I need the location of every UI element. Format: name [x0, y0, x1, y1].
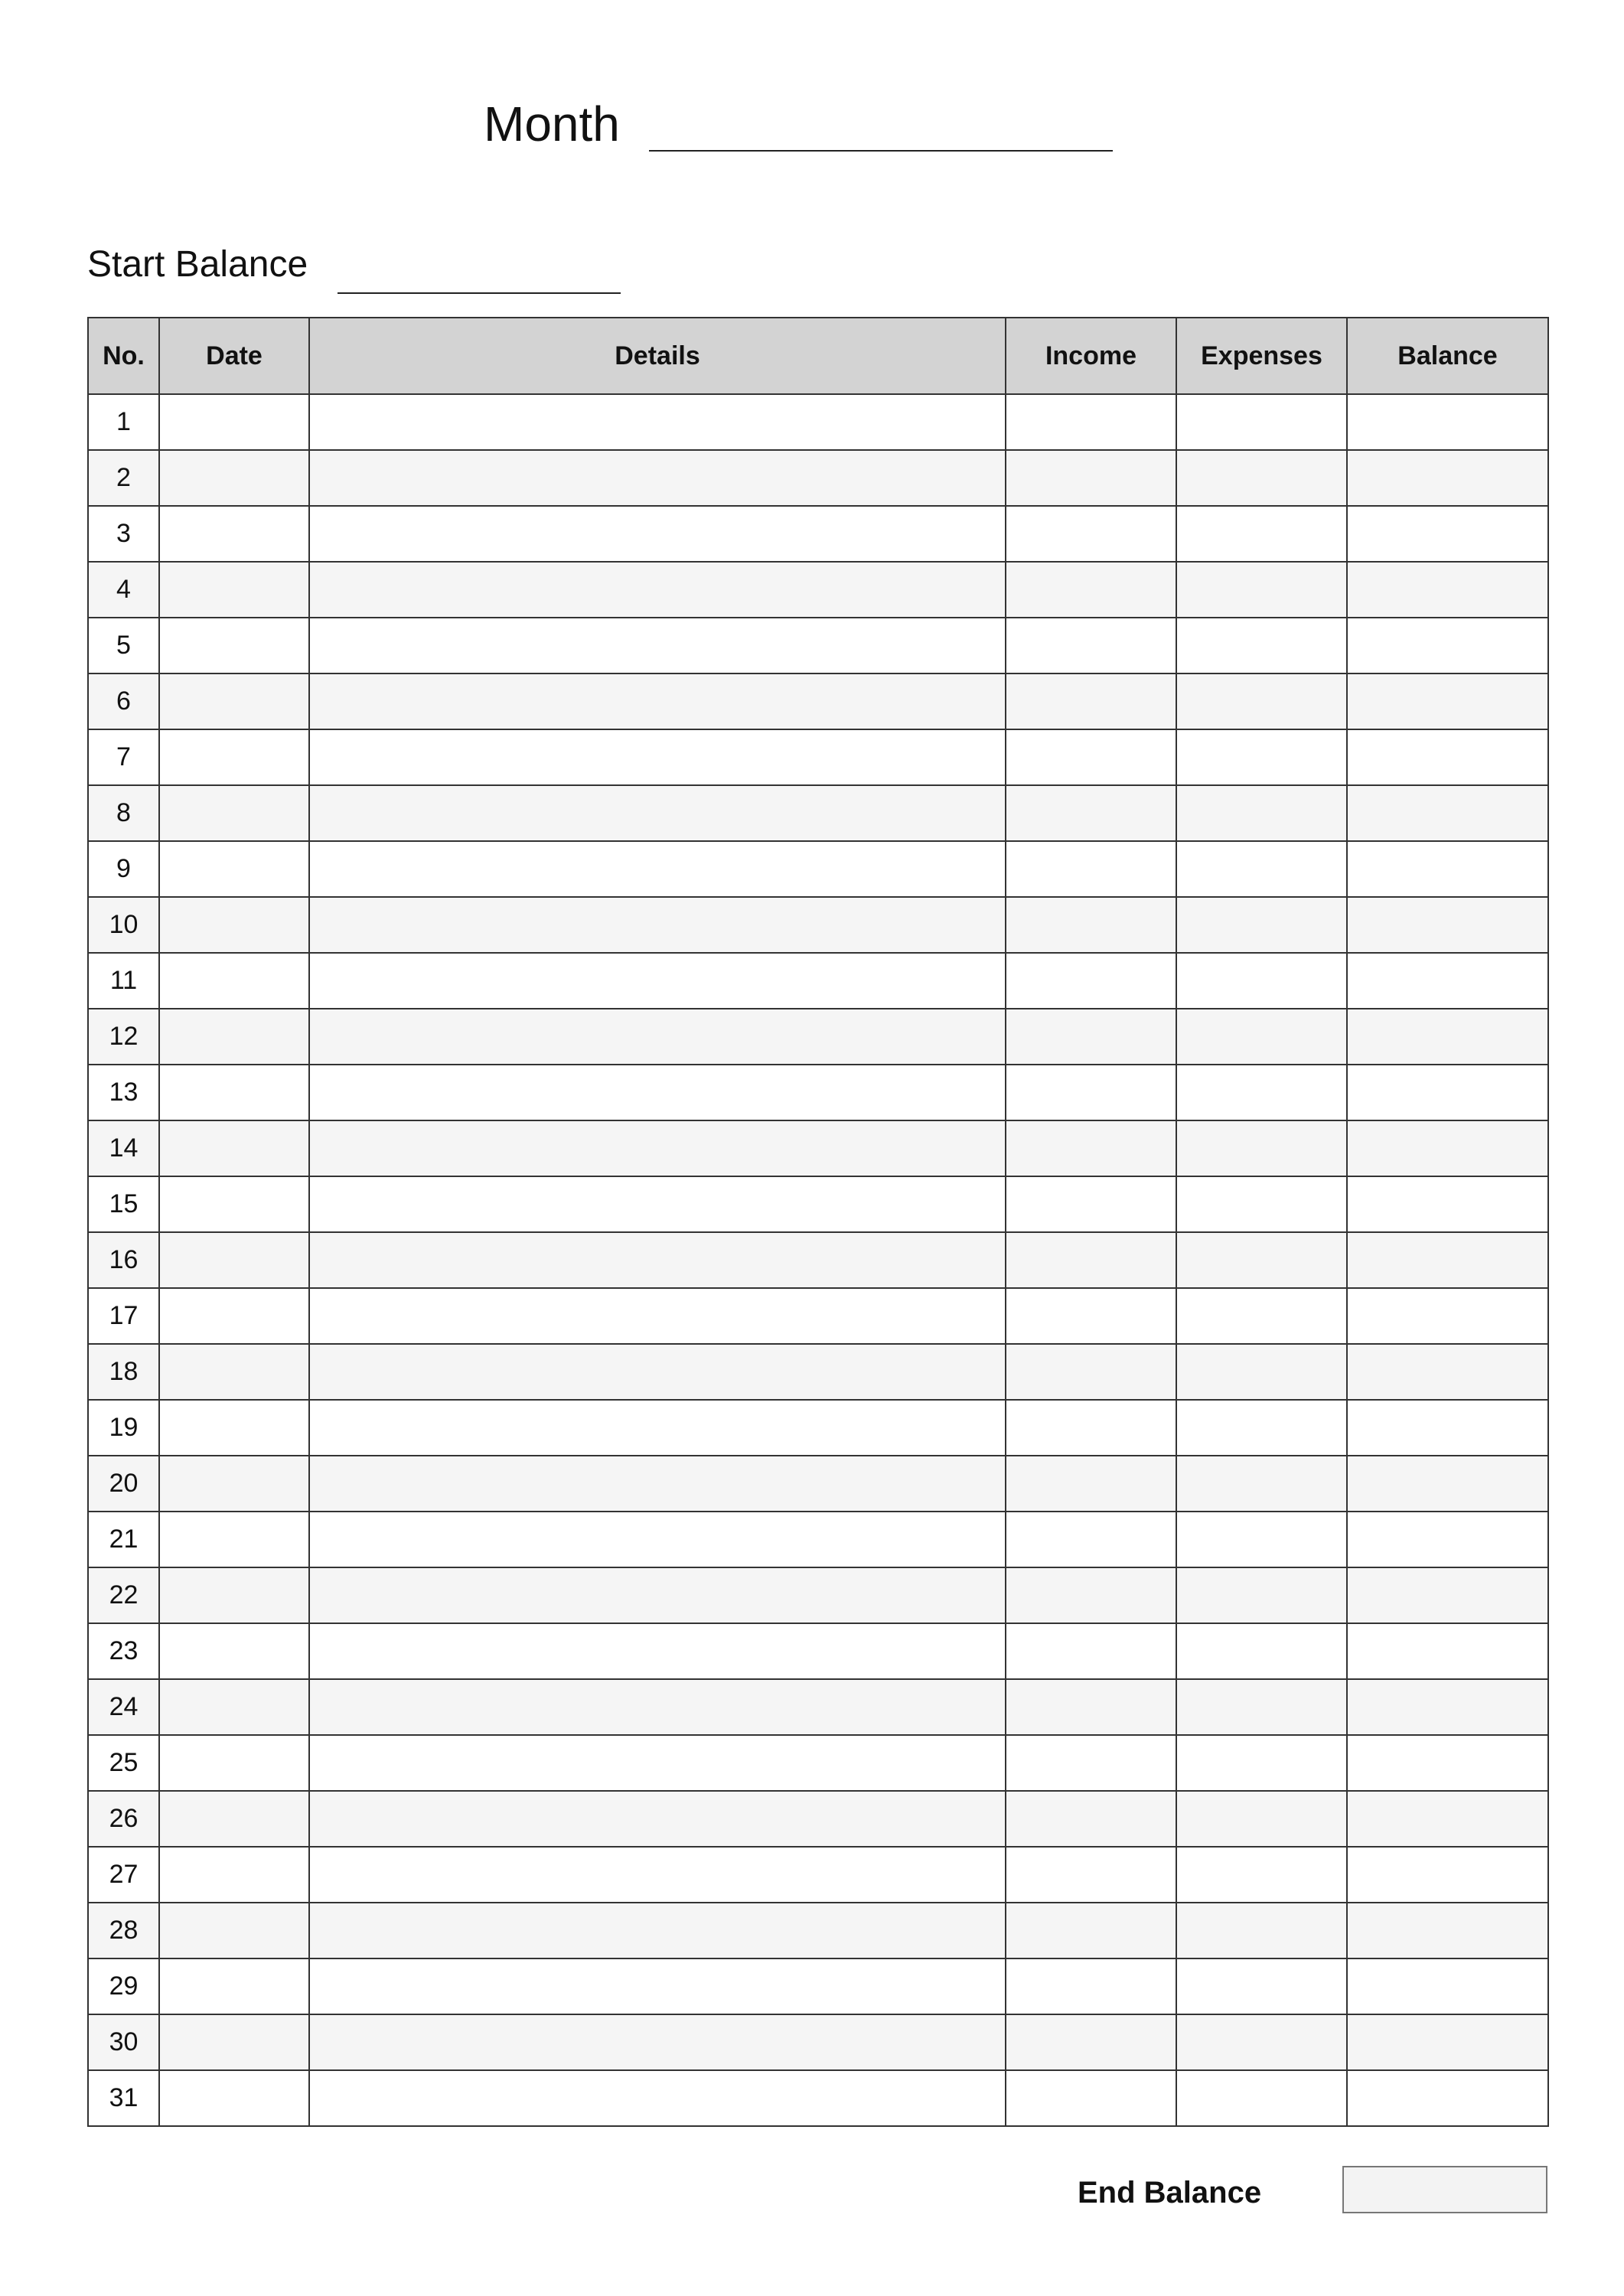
details-cell[interactable] [309, 1847, 1006, 1903]
row-number-cell: 29 [88, 1958, 159, 2014]
expenses-cell[interactable] [1176, 1009, 1347, 1065]
table-row [88, 1958, 1548, 2014]
expenses-cell[interactable] [1176, 729, 1347, 785]
details-cell[interactable] [309, 1791, 1006, 1847]
row-number-cell: 4 [88, 562, 159, 618]
expenses-cell[interactable] [1176, 1623, 1347, 1679]
table-row [88, 1065, 1548, 1120]
details-cell[interactable] [309, 897, 1006, 953]
details-cell[interactable] [309, 1232, 1006, 1288]
balance-cell[interactable] [1347, 673, 1548, 729]
balance-cell[interactable] [1347, 1400, 1548, 1456]
expenses-cell[interactable] [1176, 785, 1347, 841]
row-number-cell: 30 [88, 2014, 159, 2070]
expenses-cell[interactable] [1176, 1232, 1347, 1288]
expenses-cell[interactable] [1176, 1288, 1347, 1344]
income-cell[interactable] [1006, 562, 1176, 618]
date-cell[interactable] [159, 729, 309, 785]
date-cell[interactable] [159, 394, 309, 450]
income-cell[interactable] [1006, 1009, 1176, 1065]
income-cell[interactable] [1006, 1232, 1176, 1288]
income-cell[interactable] [1006, 2070, 1176, 2126]
details-cell[interactable] [309, 1344, 1006, 1400]
table-row [88, 1567, 1548, 1623]
income-cell[interactable] [1006, 1679, 1176, 1735]
start-balance-row [0, 237, 1624, 298]
row-number-cell: 25 [88, 1735, 159, 1791]
details-cell[interactable] [309, 1679, 1006, 1735]
details-cell[interactable] [309, 1903, 1006, 1958]
details-cell[interactable] [309, 953, 1006, 1009]
table-row [88, 1735, 1548, 1791]
date-cell[interactable] [159, 1400, 309, 1456]
table-row [88, 506, 1548, 562]
balance-cell[interactable] [1347, 953, 1548, 1009]
expenses-cell[interactable] [1176, 394, 1347, 450]
expenses-cell[interactable] [1176, 1679, 1347, 1735]
income-cell[interactable] [1006, 953, 1176, 1009]
expenses-cell[interactable] [1176, 673, 1347, 729]
table-row [88, 785, 1548, 841]
balance-cell[interactable] [1347, 2070, 1548, 2126]
details-cell[interactable] [309, 1958, 1006, 2014]
expenses-cell[interactable] [1176, 1903, 1347, 1958]
date-cell[interactable] [159, 1791, 309, 1847]
expenses-cell[interactable] [1176, 1791, 1347, 1847]
balance-cell[interactable] [1347, 1512, 1548, 1567]
table-header-row [88, 318, 1548, 394]
expenses-cell[interactable] [1176, 1456, 1347, 1512]
expenses-cell[interactable] [1176, 1344, 1347, 1400]
balance-cell[interactable] [1347, 841, 1548, 897]
date-cell[interactable] [159, 562, 309, 618]
balance-cell[interactable] [1347, 1679, 1548, 1735]
row-number-cell: 12 [88, 1009, 159, 1065]
balance-cell[interactable] [1347, 1120, 1548, 1176]
row-number-cell: 27 [88, 1847, 159, 1903]
date-cell[interactable] [159, 785, 309, 841]
balance-cell[interactable] [1347, 618, 1548, 673]
income-cell[interactable] [1006, 1456, 1176, 1512]
date-cell[interactable] [159, 2014, 309, 2070]
income-cell[interactable] [1006, 729, 1176, 785]
month-row [0, 90, 1624, 159]
date-cell[interactable] [159, 1847, 309, 1903]
column-header-expenses: Expenses [1176, 318, 1347, 394]
details-cell[interactable] [309, 841, 1006, 897]
row-number-cell: 19 [88, 1400, 159, 1456]
table-row [88, 394, 1548, 450]
date-cell[interactable] [159, 1176, 309, 1232]
row-number-cell: 5 [88, 618, 159, 673]
expenses-cell[interactable] [1176, 450, 1347, 506]
income-cell[interactable] [1006, 897, 1176, 953]
date-cell[interactable] [159, 1567, 309, 1623]
expenses-cell[interactable] [1176, 1847, 1347, 1903]
income-cell[interactable] [1006, 618, 1176, 673]
expenses-cell[interactable] [1176, 562, 1347, 618]
table-row [88, 1288, 1548, 1344]
column-header-details: Details [309, 318, 1006, 394]
expenses-cell[interactable] [1176, 506, 1347, 562]
expenses-cell[interactable] [1176, 2070, 1347, 2126]
date-cell[interactable] [159, 1065, 309, 1120]
date-cell[interactable] [159, 2070, 309, 2126]
table-row [88, 1679, 1548, 1735]
row-number-cell: 6 [88, 673, 159, 729]
date-cell[interactable] [159, 1344, 309, 1400]
table-row [88, 841, 1548, 897]
table-row [88, 1512, 1548, 1567]
details-cell[interactable] [309, 2070, 1006, 2126]
row-number-cell: 26 [88, 1791, 159, 1847]
start-balance-input-line[interactable] [338, 292, 621, 294]
details-cell[interactable] [309, 1623, 1006, 1679]
table-row [88, 1120, 1548, 1176]
row-number-cell: 14 [88, 1120, 159, 1176]
expenses-cell[interactable] [1176, 1120, 1347, 1176]
row-number-cell: 8 [88, 785, 159, 841]
details-cell[interactable] [309, 506, 1006, 562]
balance-cell[interactable] [1347, 1176, 1548, 1232]
expenses-cell[interactable] [1176, 1735, 1347, 1791]
expenses-cell[interactable] [1176, 1512, 1347, 1567]
row-number-cell: 15 [88, 1176, 159, 1232]
balance-cell[interactable] [1347, 729, 1548, 785]
balance-cell[interactable] [1347, 897, 1548, 953]
row-number-cell: 1 [88, 394, 159, 450]
date-cell[interactable] [159, 1512, 309, 1567]
income-cell[interactable] [1006, 1512, 1176, 1567]
row-number-cell: 18 [88, 1344, 159, 1400]
table-row [88, 953, 1548, 1009]
expenses-cell[interactable] [1176, 1176, 1347, 1232]
row-number-cell: 17 [88, 1288, 159, 1344]
details-cell[interactable] [309, 1009, 1006, 1065]
date-cell[interactable] [159, 450, 309, 506]
details-cell[interactable] [309, 1456, 1006, 1512]
table-row [88, 2014, 1548, 2070]
table-row [88, 618, 1548, 673]
table-row [88, 1400, 1548, 1456]
date-cell[interactable] [159, 1232, 309, 1288]
expenses-cell[interactable] [1176, 953, 1347, 1009]
details-cell[interactable] [309, 1512, 1006, 1567]
date-cell[interactable] [159, 1679, 309, 1735]
income-cell[interactable] [1006, 1903, 1176, 1958]
balance-cell[interactable] [1347, 1958, 1548, 2014]
income-cell[interactable] [1006, 1791, 1176, 1847]
row-number-cell: 21 [88, 1512, 159, 1567]
column-header-income: Income [1006, 318, 1176, 394]
expenses-cell[interactable] [1176, 1400, 1347, 1456]
table-row [88, 1791, 1548, 1847]
details-cell[interactable] [309, 1567, 1006, 1623]
column-header-balance: Balance [1347, 318, 1548, 394]
row-number-cell: 23 [88, 1623, 159, 1679]
balance-cell[interactable] [1347, 1903, 1548, 1958]
table-row [88, 1623, 1548, 1679]
date-cell[interactable] [159, 1903, 309, 1958]
details-cell[interactable] [309, 394, 1006, 450]
date-cell[interactable] [159, 1456, 309, 1512]
date-cell[interactable] [159, 1958, 309, 2014]
balance-cell[interactable] [1347, 1735, 1548, 1791]
table-row [88, 673, 1548, 729]
income-cell[interactable] [1006, 673, 1176, 729]
date-cell[interactable] [159, 897, 309, 953]
table-row [88, 1009, 1548, 1065]
row-number-cell: 20 [88, 1456, 159, 1512]
balance-cell[interactable] [1347, 785, 1548, 841]
details-cell[interactable] [309, 1400, 1006, 1456]
income-cell[interactable] [1006, 1735, 1176, 1791]
income-cell[interactable] [1006, 1623, 1176, 1679]
ledger-table [87, 317, 1549, 2127]
balance-cell[interactable] [1347, 1009, 1548, 1065]
details-cell[interactable] [309, 1120, 1006, 1176]
row-number-cell: 28 [88, 1903, 159, 1958]
date-cell[interactable] [159, 1009, 309, 1065]
expenses-cell[interactable] [1176, 1958, 1347, 2014]
balance-cell[interactable] [1347, 450, 1548, 506]
row-number-cell: 9 [88, 841, 159, 897]
income-cell[interactable] [1006, 1958, 1176, 2014]
expenses-cell[interactable] [1176, 2014, 1347, 2070]
date-cell[interactable] [159, 1288, 309, 1344]
end-balance-row [0, 2166, 1624, 2219]
income-cell[interactable] [1006, 1065, 1176, 1120]
date-cell[interactable] [159, 506, 309, 562]
balance-cell[interactable] [1347, 1232, 1548, 1288]
row-number-cell: 11 [88, 953, 159, 1009]
income-cell[interactable] [1006, 2014, 1176, 2070]
table-row [88, 1344, 1548, 1400]
income-cell[interactable] [1006, 841, 1176, 897]
end-balance-box[interactable] [1342, 2166, 1547, 2213]
row-number-cell: 10 [88, 897, 159, 953]
details-cell[interactable] [309, 785, 1006, 841]
date-cell[interactable] [159, 1623, 309, 1679]
balance-cell[interactable] [1347, 1623, 1548, 1679]
income-cell[interactable] [1006, 394, 1176, 450]
table-row [88, 897, 1548, 953]
row-number-cell: 24 [88, 1679, 159, 1735]
date-cell[interactable] [159, 1735, 309, 1791]
date-cell[interactable] [159, 673, 309, 729]
balance-cell[interactable] [1347, 562, 1548, 618]
balance-cell[interactable] [1347, 1567, 1548, 1623]
income-cell[interactable] [1006, 1847, 1176, 1903]
details-cell[interactable] [309, 1288, 1006, 1344]
table-row [88, 450, 1548, 506]
balance-cell[interactable] [1347, 1847, 1548, 1903]
details-cell[interactable] [309, 2014, 1006, 2070]
details-cell[interactable] [309, 673, 1006, 729]
ledger-body [88, 394, 1548, 2126]
expenses-cell[interactable] [1176, 1567, 1347, 1623]
row-number-cell: 3 [88, 506, 159, 562]
balance-cell[interactable] [1347, 1344, 1548, 1400]
table-row [88, 729, 1548, 785]
table-row [88, 1456, 1548, 1512]
column-header-no: No. [88, 318, 159, 394]
income-cell[interactable] [1006, 506, 1176, 562]
column-header-date: Date [159, 318, 309, 394]
expenses-cell[interactable] [1176, 841, 1347, 897]
end-balance-label: End Balance [1078, 2176, 1262, 2210]
row-number-cell: 31 [88, 2070, 159, 2126]
row-number-cell: 16 [88, 1232, 159, 1288]
date-cell[interactable] [159, 841, 309, 897]
details-cell[interactable] [309, 1065, 1006, 1120]
table-row [88, 1232, 1548, 1288]
date-cell[interactable] [159, 953, 309, 1009]
details-cell[interactable] [309, 618, 1006, 673]
income-cell[interactable] [1006, 1400, 1176, 1456]
balance-cell[interactable] [1347, 1791, 1548, 1847]
balance-cell[interactable] [1347, 1456, 1548, 1512]
table-row [88, 1176, 1548, 1232]
details-cell[interactable] [309, 450, 1006, 506]
date-cell[interactable] [159, 618, 309, 673]
table-row [88, 1903, 1548, 1958]
income-cell[interactable] [1006, 1344, 1176, 1400]
details-cell[interactable] [309, 562, 1006, 618]
month-label: Month [484, 96, 620, 152]
income-cell[interactable] [1006, 1567, 1176, 1623]
row-number-cell: 7 [88, 729, 159, 785]
income-cell[interactable] [1006, 450, 1176, 506]
row-number-cell: 13 [88, 1065, 159, 1120]
details-cell[interactable] [309, 1176, 1006, 1232]
income-cell[interactable] [1006, 1288, 1176, 1344]
balance-cell[interactable] [1347, 1288, 1548, 1344]
date-cell[interactable] [159, 1120, 309, 1176]
details-cell[interactable] [309, 1735, 1006, 1791]
balance-cell[interactable] [1347, 1065, 1548, 1120]
expenses-cell[interactable] [1176, 897, 1347, 953]
month-input-line[interactable] [649, 150, 1113, 152]
expenses-cell[interactable] [1176, 618, 1347, 673]
table-row [88, 2070, 1548, 2126]
details-cell[interactable] [309, 729, 1006, 785]
start-balance-label: Start Balance [87, 244, 308, 285]
income-cell[interactable] [1006, 1176, 1176, 1232]
row-number-cell: 22 [88, 1567, 159, 1623]
income-cell[interactable] [1006, 1120, 1176, 1176]
table-row [88, 1847, 1548, 1903]
balance-cell[interactable] [1347, 394, 1548, 450]
balance-cell[interactable] [1347, 2014, 1548, 2070]
table-row [88, 562, 1548, 618]
income-cell[interactable] [1006, 785, 1176, 841]
row-number-cell: 2 [88, 450, 159, 506]
expenses-cell[interactable] [1176, 1065, 1347, 1120]
balance-cell[interactable] [1347, 506, 1548, 562]
